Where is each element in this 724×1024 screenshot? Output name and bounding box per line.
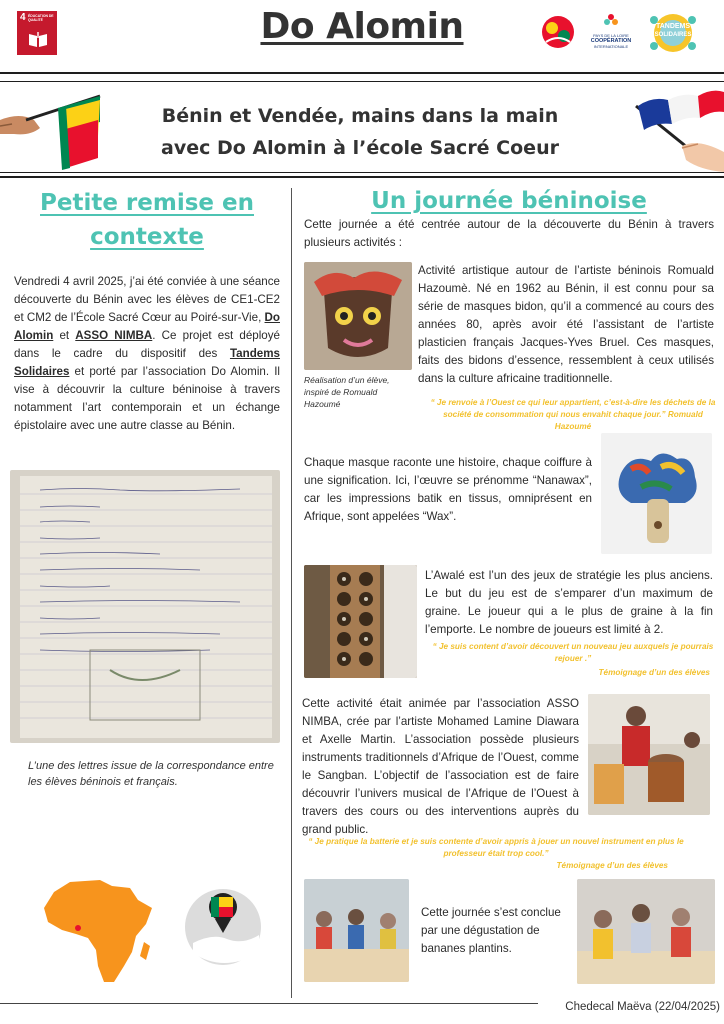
awale-photo — [304, 565, 417, 678]
do-alomin-link[interactable]: Do Alomin — [14, 311, 280, 342]
day-intro: Cette journée a été centrée autour de la découverte du Bénin à travers plusieurs activités : — [304, 218, 714, 249]
classroom-photo-right — [577, 879, 715, 984]
tandems-logo — [644, 10, 702, 56]
nimba-paragraph: Cette activité était animée par l’association ASSO NIMBA, crée par l’artiste Mohamed Lamine Diawara et Axelle Martin. L’association possède plusieurs instruments traditionnels d’Afrique de l’Ouest, comme le Sangban. L’objectif de l’association est de faire découvrir l’univers musical de l’Afrique de l’Ouest à travers des cours ou des interventions auprès du grand public. — [302, 697, 579, 836]
nanawax-mask-photo — [601, 433, 712, 554]
tandems-line1: TANDEMS — [655, 23, 691, 30]
france-flag-hand-illustration — [628, 86, 724, 178]
tandems-solidaires-link[interactable]: Tandems Solidaires — [14, 347, 280, 378]
drum-quote-attribution: Témoignage d’un des élèves — [556, 861, 668, 870]
art-paragraph: Activité artistique autour de l’artiste béninois Romuald Hazoumè. Né en 1962 au Bénin, il est connu pour sa série de masques bidon, qu’il a commencé au cours des années 80, après avoir été l’assistant de l’artiste plasticien français Jacques-Yves Bruel. Ces masques, faits des bidons d’essence, ressemblent à ceux utilisés dans la culture africaine traditionnelle. — [418, 264, 714, 385]
footer-rule — [0, 1003, 538, 1004]
nanawax-illustration — [601, 433, 712, 554]
coop-line3: INTERNATIONALE — [593, 44, 629, 49]
hazoume-quote: “ Je renvoie à l’Ouest ce qui leur appartient, c’est-à-dire les déchets de la société de consommation qui nous envahit chaque jour.” Romuald Hazoumé — [430, 398, 716, 431]
context-text-intro: Vendredi 4 avril 2025, j’ai été conviée à une séance découverte du Bénin avec les élèves de CE1-CE2 et CM2 de l’École Sacré Cœur au Poiré-sur-Vie, — [14, 275, 280, 324]
sangban-lesson-photo — [588, 694, 710, 815]
awale-paragraph: L’Awalé est l’un des jeux de stratégie les plus anciens. Le but du jeu est de s’emparer d’un maximum de graine. Le joueur qui a le plus de graine à la fin l’emporte. Le nombre de joueurs est limité à 2. — [425, 569, 713, 636]
banner-rule-bottom — [0, 176, 724, 178]
africa-map — [40, 878, 158, 986]
context-heading-line2: contexte — [90, 224, 204, 250]
closing-paragraph: Cette journée s’est conclue par une dégustation de bananes plantins. — [421, 906, 561, 955]
context-text-mid: . Ce projet est déployé dans le cadre du dispositif des — [14, 329, 280, 360]
context-text-and: et — [53, 329, 76, 342]
header-rule-bottom — [0, 81, 724, 82]
letter-illustration — [10, 470, 280, 743]
day-heading: Un journée béninoise — [371, 188, 647, 214]
asso-nimba-link[interactable]: ASSO NIMBA — [75, 329, 153, 342]
classroom-right-illustration — [577, 879, 715, 984]
context-paragraph — [14, 273, 280, 435]
tandems-line2: SOLIDAIRES — [654, 32, 692, 38]
coop-line1: PAYS DE LA LOIRE — [593, 33, 629, 38]
drum-lesson-illustration — [588, 694, 710, 815]
student-mask-photo — [304, 262, 412, 370]
classroom-left-illustration — [304, 879, 409, 982]
awale-quote-attribution: Témoignage d’un des élèves — [598, 668, 710, 677]
context-heading — [14, 186, 280, 254]
page-subtitle — [115, 100, 605, 164]
benin-flag-hand-illustration — [0, 90, 112, 176]
context-text-end: et porté par l’association Do Alomin. Il vise à découvrir la culture béninoise à travers notamment l’art contemporain et un échange épistolaire avec une autre classe au Bénin. — [14, 365, 280, 432]
benin-location-map — [183, 883, 263, 967]
awale-illustration — [304, 565, 417, 678]
header-rule-top — [0, 72, 724, 74]
mask-caption: Réalisation d’un élève, inspiré de Romuald Hazoumé — [304, 375, 390, 409]
letter-caption: L’une des lettres issue de la correspondance entre les élèves béninois et français. — [28, 760, 274, 788]
coop-line2: COOPÉRATION — [590, 38, 632, 44]
context-heading-line1: Petite remise en — [40, 190, 254, 216]
mask-paragraph: Chaque masque raconte une histoire, chaque coiffure à une signification. Ici, l’œuvre se prénomme “Nanawax”, car les impressions batik en tissus, omniprésent en Afrique, sont appelées “Wax”. — [304, 456, 592, 523]
column-divider — [291, 188, 292, 998]
subtitle-line2: avec Do Alomin à l’école Sacré Coeur — [161, 137, 559, 159]
drum-quote: “ Je pratique la batterie et je suis contente d’avoir appris à jouer un nouvel instrument en plus le professeur était trop cool.” — [308, 837, 684, 858]
coop-logo — [583, 12, 639, 52]
subtitle-line1: Bénin et Vendée, mains dans la main — [161, 105, 559, 127]
mask-illustration — [304, 262, 412, 370]
page-title: Do Alomin — [260, 6, 464, 47]
awale-quote: “ Je suis content d’avoir découvert un nouveau jeu auxquels je pourrais rejouer .” — [432, 642, 714, 663]
sdg-label: ÉDUCATION DE QUALITÉ — [28, 14, 54, 22]
region-flower-icon — [602, 12, 620, 28]
footer-author: Chedecal Maëva (22/04/2025) — [565, 1001, 720, 1013]
sdg-number: 4 — [20, 12, 26, 23]
banner-rule-top — [0, 172, 724, 173]
classroom-photo-left — [304, 879, 409, 982]
letter-photo — [10, 470, 280, 743]
do-alomin-logo — [540, 14, 576, 50]
